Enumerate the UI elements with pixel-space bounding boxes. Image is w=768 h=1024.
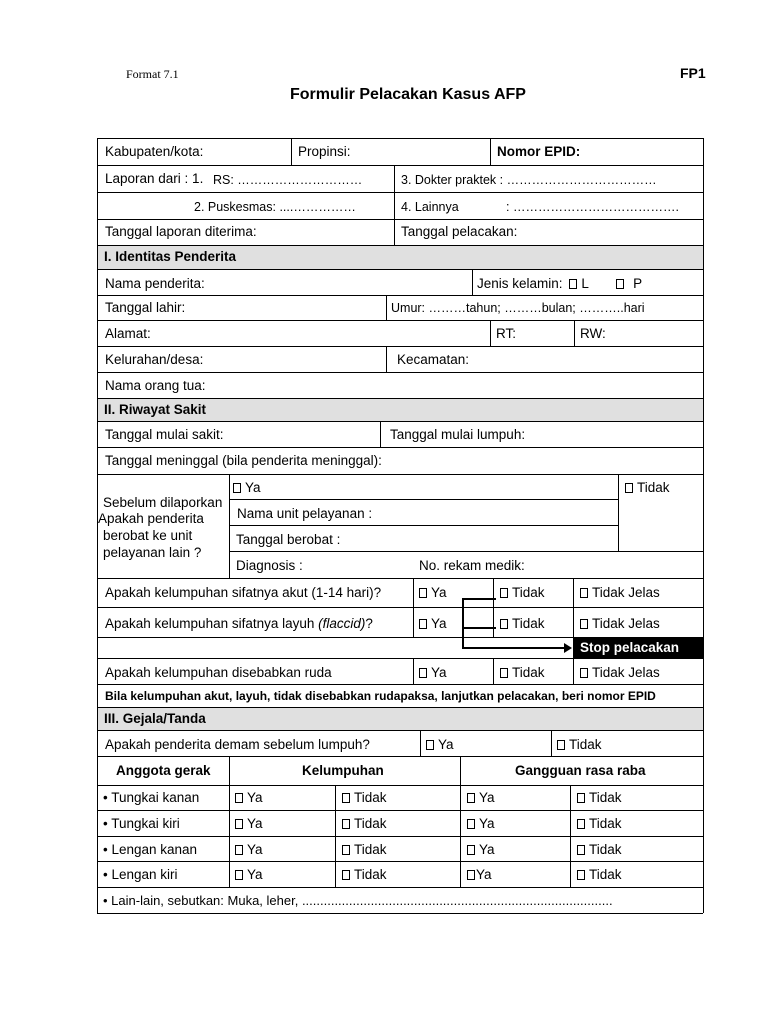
col-anggota-gerak: Anggota gerak (116, 763, 211, 778)
akut-ya: Ya (419, 585, 447, 601)
dokter-label: 3. Dokter praktek : ……………………………… (401, 173, 657, 187)
jenis-kelamin (477, 276, 642, 292)
checkbox-berobat-ya[interactable] (233, 483, 241, 493)
connector-akut (462, 598, 496, 600)
checkbox-ruda-tidak[interactable] (500, 668, 508, 678)
row-lengan-kiri: • Lengan kiri (103, 867, 178, 882)
lainnya-dots: : …………………………………. (506, 200, 679, 214)
demam-tidak: Tidak (557, 737, 602, 753)
col-gangguan: Gangguan rasa raba (515, 763, 646, 778)
lki-rasa-ya: Ya (467, 867, 492, 883)
checkbox-akut-ya[interactable] (419, 588, 427, 598)
connector-vertical (462, 598, 464, 648)
arrow-head-icon (564, 643, 572, 653)
akut-tidak-jelas: Tidak Jelas (580, 585, 660, 601)
checkbox-lki-kel-tidak[interactable] (342, 870, 350, 880)
checkbox-tk-kel-ya[interactable] (235, 793, 243, 803)
checkbox-akut-tidak-jelas[interactable] (580, 588, 588, 598)
checkbox-p[interactable] (616, 279, 624, 289)
checkbox-ruda-tidak-jelas[interactable] (580, 668, 588, 678)
q-berobat-line4: pelayanan lain ? (103, 545, 202, 560)
checkbox-lki-kel-ya[interactable] (235, 870, 243, 880)
diagnosis-label: Diagnosis : (236, 558, 303, 573)
kelurahan-label: Kelurahan/desa: (105, 352, 204, 367)
propinsi-label: Propinsi: (298, 144, 351, 159)
q-layuh-label: Apakah kelumpuhan sifatnya layuh (flaccid)? (105, 616, 373, 631)
epid-note: Bila kelumpuhan akut, layuh, tidak disebabkan rudapaksa, lanjutkan pelacakan, beri nomor EPID (105, 689, 656, 703)
epid-label: Nomor EPID: (497, 144, 581, 159)
checkbox-lki-rasa-tidak[interactable] (577, 870, 585, 880)
q-berobat-line2: Apakah penderita (98, 511, 204, 526)
lki-kel-ya: Ya (235, 867, 263, 883)
layuh-ya: Ya (419, 616, 447, 632)
col-kelumpuhan: Kelumpuhan (302, 763, 384, 778)
ruda-tidak-jelas: Tidak Jelas (580, 665, 660, 681)
rt-label: RT: (496, 326, 517, 341)
laporan-label: Laporan dari : 1. (105, 171, 204, 186)
tki-rasa-tidak: Tidak (577, 816, 622, 832)
meninggal-label: Tanggal meninggal (bila penderita meninggal): (105, 453, 382, 468)
section-1-heading: I. Identitas Penderita (104, 249, 237, 264)
lk-kel-ya: Ya (235, 842, 263, 858)
mulai-lumpuh-label: Tanggal mulai lumpuh: (390, 427, 526, 442)
checkbox-lk-rasa-ya[interactable] (467, 845, 475, 855)
row-tungkai-kiri: • Tungkai kiri (103, 816, 180, 831)
puskesmas-label: 2. Puskesmas: ....…………… (194, 200, 356, 214)
lki-rasa-tidak: Tidak (577, 867, 622, 883)
q-akut-label: Apakah kelumpuhan sifatnya akut (1-14 hari)? (105, 585, 382, 600)
checkbox-lk-kel-ya[interactable] (235, 845, 243, 855)
tk-rasa-ya: Ya (467, 790, 495, 806)
rekam-medik-label: No. rekam medik: (419, 558, 525, 573)
stop-label: Stop pelacakan (580, 640, 680, 655)
checkbox-tki-kel-ya[interactable] (235, 819, 243, 829)
lain-lain-label: • Lain-lain, sebutkan: Muka, leher, ...................................................................................... (103, 893, 613, 908)
checkbox-tk-rasa-tidak[interactable] (577, 793, 585, 803)
checkbox-lki-rasa-ya[interactable] (467, 870, 475, 880)
checkbox-tki-rasa-tidak[interactable] (577, 819, 585, 829)
form-title: Formulir Pelacakan Kasus AFP (290, 86, 526, 103)
checkbox-l[interactable] (569, 279, 577, 289)
p-label: P (633, 276, 643, 291)
tgl-laporan-label: Tanggal laporan diterima: (105, 224, 257, 239)
checkbox-tk-rasa-ya[interactable] (467, 793, 475, 803)
checkbox-layuh-tidak[interactable] (500, 619, 508, 629)
tk-kel-ya: Ya (235, 790, 263, 806)
checkbox-tk-kel-tidak[interactable] (342, 793, 350, 803)
ortu-label: Nama orang tua: (105, 378, 206, 393)
kabupaten-label: Kabupaten/kota: (105, 144, 204, 159)
checkbox-berobat-tidak[interactable] (625, 483, 633, 493)
l-label: L (581, 276, 589, 291)
tk-rasa-tidak: Tidak (577, 790, 622, 806)
checkbox-akut-tidak[interactable] (500, 588, 508, 598)
checkbox-lk-kel-tidak[interactable] (342, 845, 350, 855)
lainnya-label: 4. Lainnya (401, 200, 459, 214)
tki-rasa-ya: Ya (467, 816, 495, 832)
checkbox-tki-kel-tidak[interactable] (342, 819, 350, 829)
tki-kel-tidak: Tidak (342, 816, 387, 832)
checkbox-layuh-tidak-jelas[interactable] (580, 619, 588, 629)
section-2-heading: II. Riwayat Sakit (104, 402, 207, 417)
ruda-ya: Ya (419, 665, 447, 681)
tki-kel-ya: Ya (235, 816, 263, 832)
row-tungkai-kanan: • Tungkai kanan (103, 790, 200, 805)
layuh-tidak: Tidak (500, 616, 545, 632)
unit-label: Nama unit pelayanan : (237, 506, 373, 521)
tgl-berobat-label: Tanggal berobat : (236, 532, 341, 547)
checkbox-lk-rasa-tidak[interactable] (577, 845, 585, 855)
row-lengan-kanan: • Lengan kanan (103, 842, 198, 857)
form-code: FP1 (680, 65, 706, 81)
jenis-label: Jenis kelamin: (477, 276, 563, 291)
rw-label: RW: (580, 326, 606, 341)
berobat-tidak: Tidak (625, 480, 670, 496)
tgl-pelacakan-label: Tanggal pelacakan: (401, 224, 518, 239)
connector-layuh (462, 627, 496, 629)
checkbox-layuh-ya[interactable] (419, 619, 427, 629)
layuh-tidak-jelas: Tidak Jelas (580, 616, 660, 632)
akut-tidak: Tidak (500, 585, 545, 601)
tgl-lahir-label: Tanggal lahir: (105, 300, 186, 315)
nama-label: Nama penderita: (105, 276, 205, 291)
q-ruda-label: Apakah kelumpuhan disebabkan ruda (105, 665, 332, 680)
section-3-heading: III. Gejala/Tanda (104, 711, 206, 726)
connector-stop (462, 647, 566, 649)
ruda-tidak: Tidak (500, 665, 545, 681)
q-berobat-line1: Sebelum dilaporkan (103, 495, 223, 510)
format-number: Format 7.1 (126, 67, 179, 81)
checkbox-demam-ya[interactable] (426, 740, 434, 750)
checkbox-tki-rasa-ya[interactable] (467, 819, 475, 829)
alamat-label: Alamat: (105, 326, 151, 341)
lk-rasa-ya: Ya (467, 842, 495, 858)
tk-kel-tidak: Tidak (342, 790, 387, 806)
umur-label: Umur: ………tahun; ………bulan; ………..hari (391, 301, 645, 315)
demam-ya: Ya (426, 737, 454, 753)
checkbox-demam-tidak[interactable] (557, 740, 565, 750)
lk-kel-tidak: Tidak (342, 842, 387, 858)
demam-label: Apakah penderita demam sebelum lumpuh? (105, 737, 370, 752)
rs-label: RS: ………………………… (213, 173, 363, 187)
mulai-sakit-label: Tanggal mulai sakit: (105, 427, 224, 442)
kecamatan-label: Kecamatan: (397, 352, 470, 367)
checkbox-ruda-ya[interactable] (419, 668, 427, 678)
lk-rasa-tidak: Tidak (577, 842, 622, 858)
lki-kel-tidak: Tidak (342, 867, 387, 883)
berobat-ya: Ya (233, 480, 261, 496)
q-berobat-line3: berobat ke unit (103, 528, 193, 543)
